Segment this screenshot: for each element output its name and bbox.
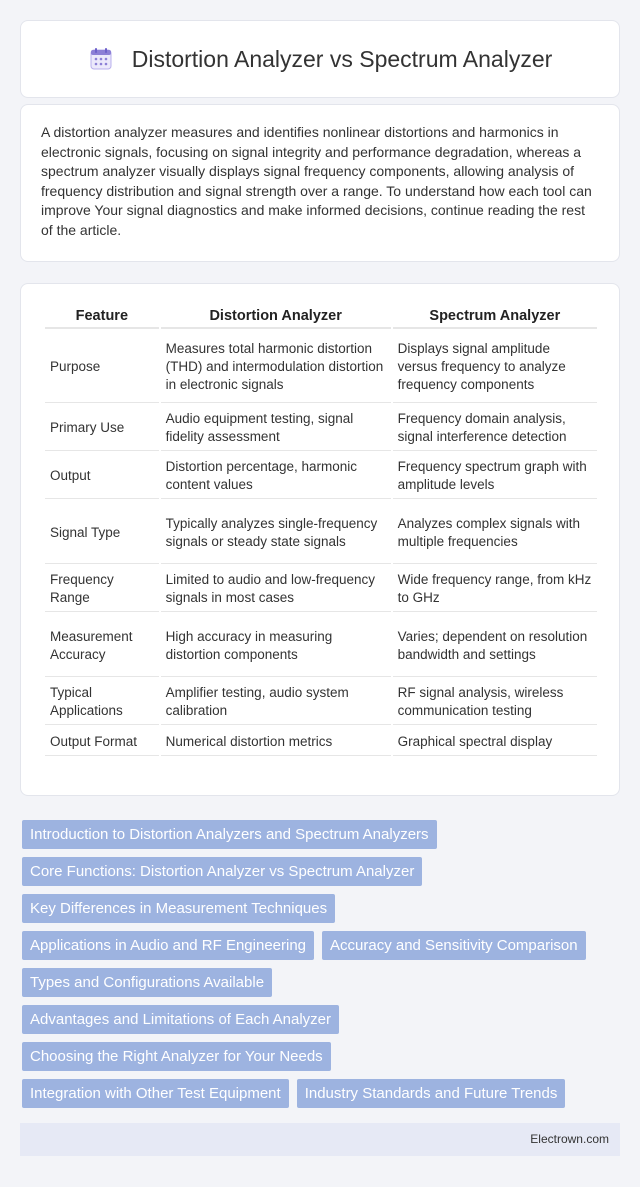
row-feature: Purpose [45, 331, 159, 403]
row-feature: Measurement Accuracy [45, 614, 159, 677]
row-feature: Frequency Range [45, 566, 159, 612]
link-row [22, 857, 622, 894]
footer [20, 1123, 620, 1156]
link-row [22, 894, 622, 931]
link-introduction[interactable]: Introduction to Distortion Analyzers and Spectrum Analyzers [22, 820, 437, 849]
table-row [45, 331, 597, 403]
row-distortion-value: Measures total harmonic distortion (THD) and intermodulation distortion in electronic signals [161, 331, 391, 403]
page-title: Distortion Analyzer vs Spectrum Analyzer [131, 45, 553, 72]
calendar-icon [88, 46, 114, 72]
link-advantages[interactable]: Advantages and Limitations of Each Analyzer [22, 1005, 339, 1034]
row-distortion-value: High accuracy in measuring distortion components [161, 614, 391, 677]
link-accuracy[interactable]: Accuracy and Sensitivity Comparison [322, 931, 586, 960]
link-industry-standards[interactable]: Industry Standards and Future Trends [297, 1079, 566, 1108]
row-feature: Typical Applications [45, 679, 159, 725]
row-spectrum-value: Analyzes complex signals with multiple frequencies [393, 501, 597, 564]
table-row [45, 405, 597, 451]
header-spectrum-analyzer: Spectrum Analyzer [393, 302, 597, 329]
footer-site-name[interactable]: Electrown.com [530, 1132, 609, 1146]
table-row [45, 453, 597, 499]
row-spectrum-value: Displays signal amplitude versus frequency to analyze frequency components [393, 331, 597, 403]
row-spectrum-value: Frequency domain analysis, signal interference detection [393, 405, 597, 451]
link-types[interactable]: Types and Configurations Available [22, 968, 272, 997]
row-spectrum-value: Varies; dependent on resolution bandwidth and settings [393, 614, 597, 677]
link-core-functions[interactable]: Core Functions: Distortion Analyzer vs Spectrum Analyzer [22, 857, 422, 886]
link-row [22, 1005, 622, 1042]
table-row [45, 614, 597, 677]
row-spectrum-value: RF signal analysis, wireless communication testing [393, 679, 597, 725]
header-feature: Feature [45, 302, 159, 329]
intro-paragraph: A distortion analyzer measures and identifies nonlinear distortions and harmonics in electronic signals, focusing on signal integrity and performance degradation, whereas a spectrum analyzer visually displays signal frequency components, allowing analysis of frequency distribution and signal strength over a range. To understand how each tool can improve Your signal diagnostics and make informed decisions, continue reading the rest of the article. [41, 124, 592, 238]
row-distortion-value: Typically analyzes single-frequency signals or steady state signals [161, 501, 391, 564]
row-spectrum-value: Graphical spectral display [393, 727, 597, 756]
link-row [22, 820, 622, 857]
table-row [45, 727, 597, 756]
link-row [22, 931, 622, 968]
row-distortion-value: Distortion percentage, harmonic content values [161, 453, 391, 499]
intro-card [20, 104, 620, 262]
row-feature: Signal Type [45, 501, 159, 564]
header-distortion-analyzer: Distortion Analyzer [161, 302, 391, 329]
row-distortion-value: Limited to audio and low-frequency signals in most cases [161, 566, 391, 612]
comparison-table [43, 300, 599, 758]
table-row [45, 501, 597, 564]
row-distortion-value: Audio equipment testing, signal fidelity assessment [161, 405, 391, 451]
table-row [45, 566, 597, 612]
comparison-table-card [20, 283, 620, 796]
link-integration[interactable]: Integration with Other Test Equipment [22, 1079, 289, 1108]
table-header-row [45, 302, 597, 329]
title-card [20, 20, 620, 98]
row-feature: Output Format [45, 727, 159, 756]
row-distortion-value: Amplifier testing, audio system calibration [161, 679, 391, 725]
related-links [22, 820, 622, 1116]
link-applications[interactable]: Applications in Audio and RF Engineering [22, 931, 314, 960]
row-feature: Output [45, 453, 159, 499]
link-row [22, 1079, 622, 1116]
link-choosing[interactable]: Choosing the Right Analyzer for Your Needs [22, 1042, 331, 1071]
link-key-differences[interactable]: Key Differences in Measurement Techniques [22, 894, 335, 923]
row-spectrum-value: Wide frequency range, from kHz to GHz [393, 566, 597, 612]
row-distortion-value: Numerical distortion metrics [161, 727, 391, 756]
link-row [22, 1042, 622, 1079]
row-spectrum-value: Frequency spectrum graph with amplitude levels [393, 453, 597, 499]
link-row [22, 968, 622, 1005]
table-row [45, 679, 597, 725]
row-feature: Primary Use [45, 405, 159, 451]
